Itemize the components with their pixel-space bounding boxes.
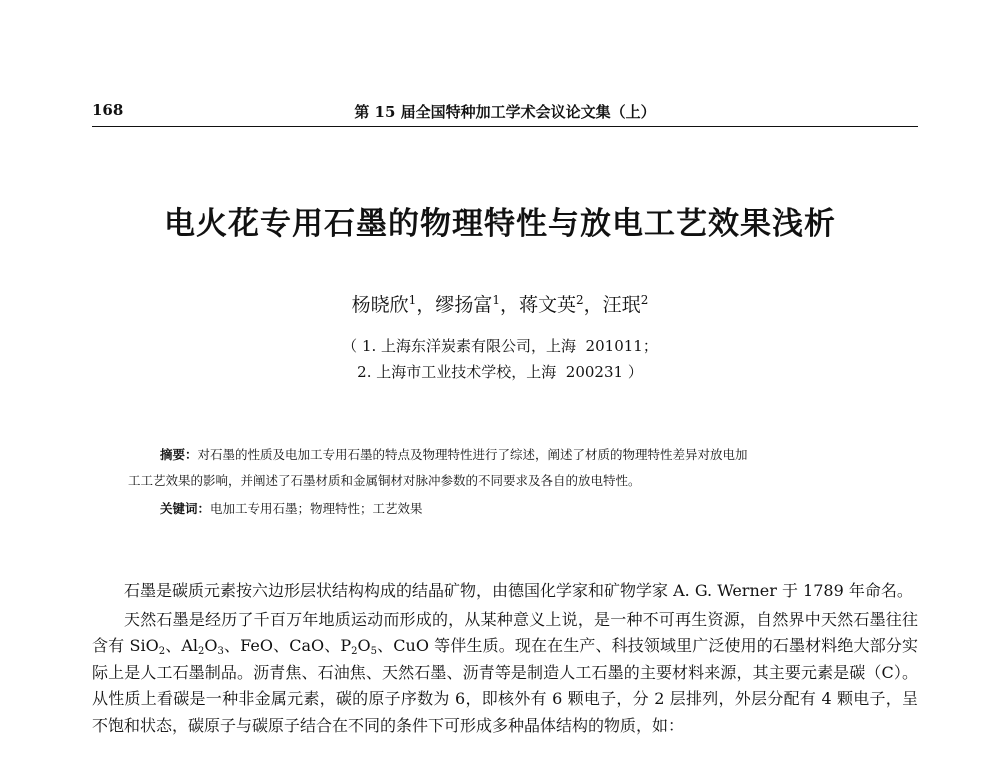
- author-affiliation-mark: 2: [576, 293, 584, 307]
- header-rule: [92, 126, 918, 127]
- abstract-text-2: 工工艺效果的影响，并阐述了石墨材质和金属铜材对脉冲参数的不同要求及各自的放电特性。: [128, 473, 641, 488]
- list-separator: 、: [272, 636, 290, 655]
- formula-p2o5: $P_2O_5$: [340, 636, 378, 657]
- body-text: [92, 578, 918, 739]
- abstract-line-1: [128, 442, 888, 468]
- keywords-line: [128, 496, 888, 522]
- body-paragraph-2-intro: 天然石墨是经历了千百万年地质运动而形成的，从某种意义上说，是一种不可再生资源，自然界中天然石墨往往含有: [92, 609, 918, 655]
- author-name: 蒋文英: [519, 294, 577, 316]
- formula-cuo: CuO: [393, 636, 429, 655]
- author-separator: ，: [583, 294, 603, 316]
- keywords-text: 电加工专用石墨；物理特性；工艺效果: [210, 501, 423, 516]
- author-affiliation-mark: 1: [408, 293, 417, 307]
- formula-cao: CaO: [289, 636, 325, 655]
- author-list: [0, 290, 1000, 317]
- author-affiliation-mark: 1: [492, 293, 500, 307]
- affiliation-line-1: （ 1. 上海东洋炭素有限公司，上海 201011；: [342, 337, 658, 355]
- author-separator: ，: [499, 294, 519, 316]
- paper-title: 电火花专用石墨的物理特性与放电工艺效果浅析: [164, 206, 836, 242]
- abstract-text-1: 对石墨的性质及电加工专用石墨的特点及物理特性进行了综述，阐述了材质的物理特性差异对放电加: [197, 447, 748, 462]
- formula-al2o3: $Al_2O_3$: [181, 636, 224, 657]
- list-separator: 、: [377, 636, 394, 655]
- author-name: 杨晓欣: [351, 294, 409, 316]
- formula-feo: FeO: [240, 636, 273, 655]
- running-header-row: [92, 101, 918, 123]
- body-paragraph-1: 石墨是碳质元素按六边形层状结构构成的结晶矿物，由德国化学家和矿物学家 A. G. Werner 于 1789 年命名。: [124, 581, 913, 600]
- author-name: 汪珉: [602, 294, 641, 316]
- list-separator: 、: [223, 636, 241, 655]
- body-paragraph-2-rest: 等伴生质。现在在生产、科技领域里广泛使用的石墨材料绝大部分实际上是人工石墨制品。沥青焦、石油焦、天然石墨、沥青等是制造人工石墨的主要材料来源，其主要元素是碳（C）。从性质上看碳是一种非金属元素，碳的原子序数为 6，即核外有 6 颗电子，分 2 层排列，外层分配有 4 颗电子，呈不饱和状态，碳原子与碳原子结合在不同的条件下可形成多种晶体结构的物质，如：: [92, 636, 918, 735]
- abstract-block: [128, 442, 888, 522]
- author-name: 缪扬富: [435, 294, 493, 316]
- author-separator: ，: [416, 294, 436, 316]
- page-number: 168: [92, 101, 124, 119]
- list-separator: 、: [165, 636, 182, 655]
- affiliation-line-2: 2. 上海市工业技术学校，上海 200231 ）: [357, 363, 643, 381]
- running-header-title: 第 15 届全国特种加工学术会议论文集（上）: [354, 103, 656, 121]
- keywords-label: 关键词：: [160, 501, 211, 516]
- abstract-label: 摘要：: [160, 447, 198, 462]
- author-affiliation-mark: 2: [640, 293, 649, 307]
- body-paragraph-2: [92, 607, 918, 740]
- formula-sio2: SiO$_2$: [129, 636, 166, 657]
- list-separator: 、: [324, 636, 341, 655]
